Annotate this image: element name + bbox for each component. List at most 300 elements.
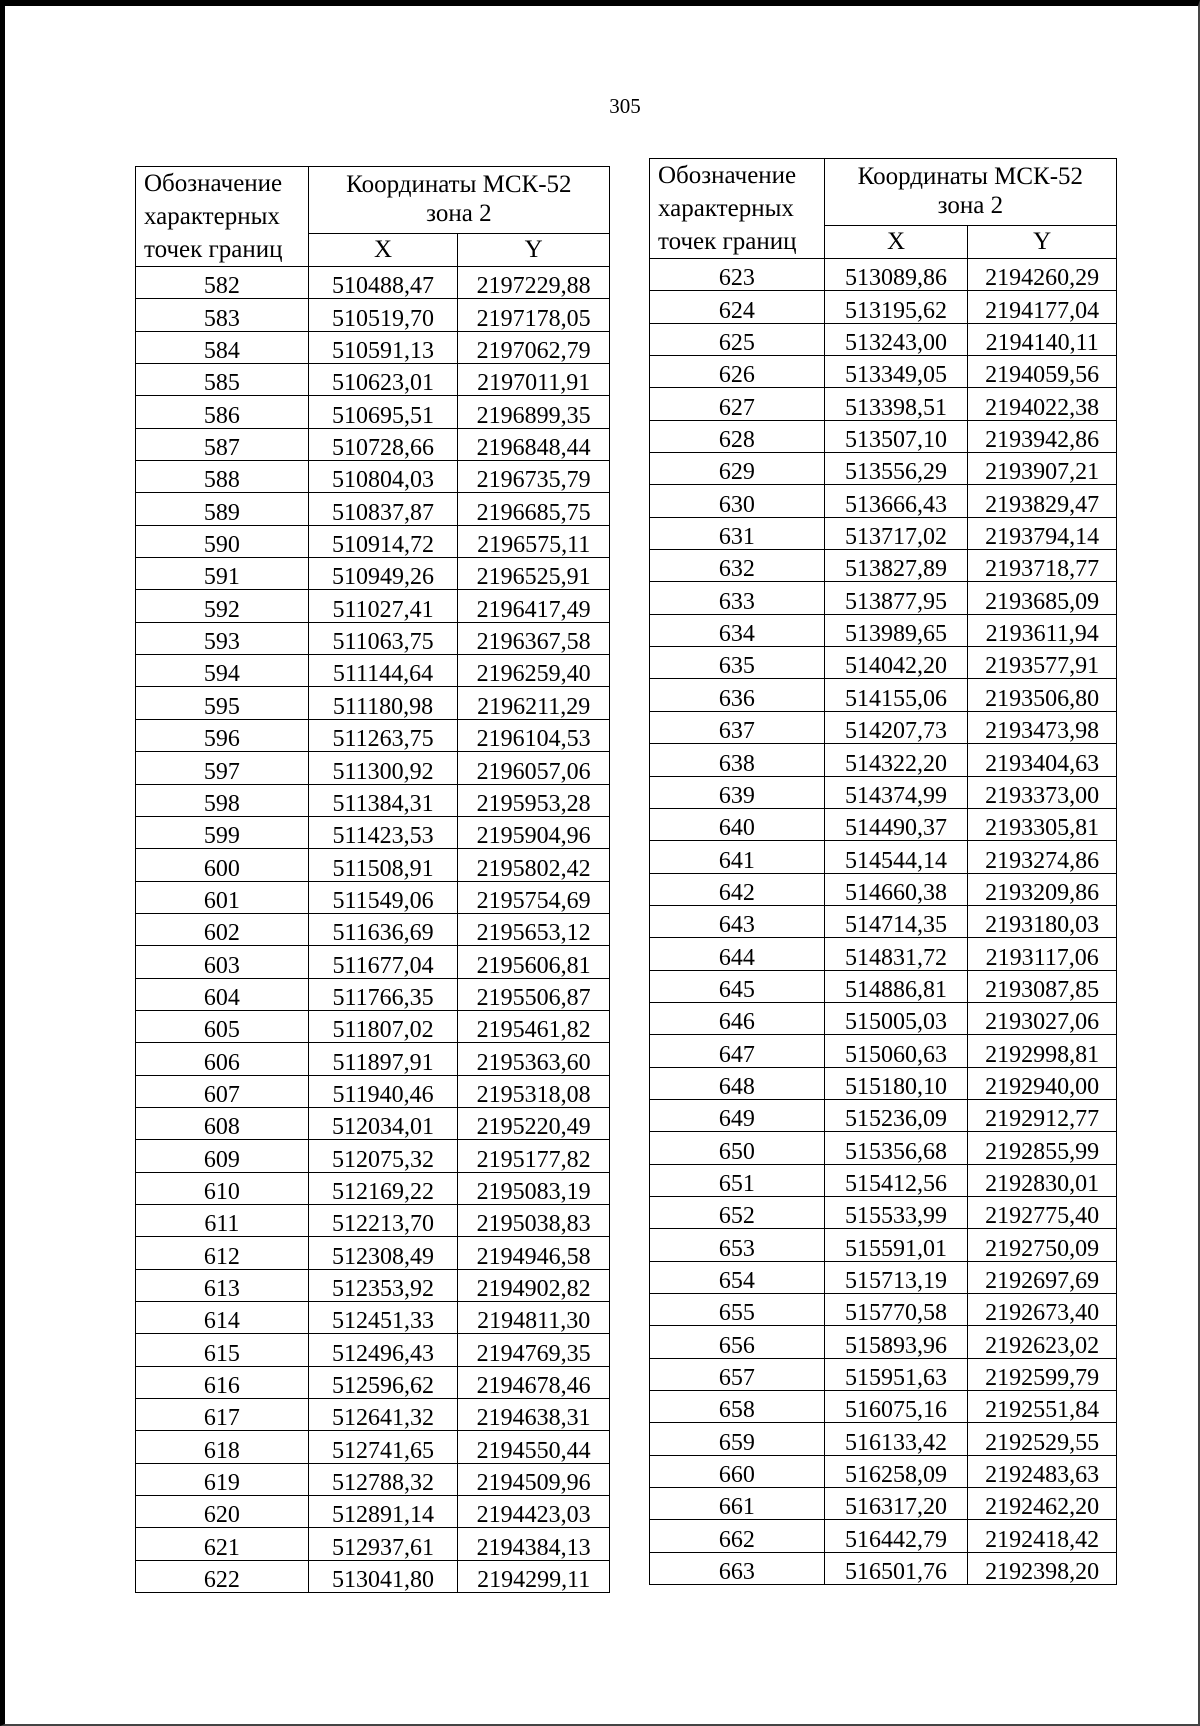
table-row	[136, 719, 610, 751]
x-coordinate-cell: 510804,03	[308, 461, 458, 493]
x-coordinate-cell: 513666,43	[824, 485, 968, 517]
point-id-cell: 655	[650, 1294, 825, 1326]
table-row	[650, 1002, 1117, 1034]
page-number: 305	[609, 94, 641, 118]
x-coordinate-cell: 512169,22	[308, 1172, 458, 1204]
table-row	[136, 331, 610, 363]
y-coordinate-cell: 2192673,40	[968, 1294, 1117, 1326]
table-row	[650, 1099, 1117, 1131]
x-coordinate-cell: 510623,01	[308, 364, 458, 396]
header-label-line: точек границ	[658, 228, 797, 255]
table-row	[136, 525, 610, 557]
y-coordinate-cell: 2195606,81	[458, 946, 610, 978]
x-coordinate-cell: 510837,87	[308, 493, 458, 525]
point-id-cell: 597	[136, 752, 309, 784]
x-coordinate-cell: 513349,05	[824, 356, 968, 388]
x-coordinate-cell: 511807,02	[308, 1010, 458, 1042]
y-coordinate-cell: 2195653,12	[458, 913, 610, 945]
table-row	[650, 1164, 1117, 1196]
y-coordinate-cell: 2193907,21	[968, 453, 1117, 485]
x-coordinate-cell: 514322,20	[824, 744, 968, 776]
table-row	[650, 614, 1117, 646]
table-row	[136, 1334, 610, 1366]
x-coordinate-cell: 511384,31	[308, 784, 458, 816]
table-row	[136, 1302, 610, 1334]
table-row	[136, 913, 610, 945]
point-id-cell: 658	[650, 1391, 825, 1423]
point-id-cell: 630	[650, 485, 825, 517]
x-coordinate-cell: 515005,03	[824, 1002, 968, 1034]
table-row	[650, 291, 1117, 323]
x-coordinate-cell: 511897,91	[308, 1043, 458, 1075]
point-id-cell: 661	[650, 1488, 825, 1520]
y-coordinate-cell: 2194902,82	[458, 1269, 610, 1301]
point-id-cell: 634	[650, 614, 825, 646]
table-row	[136, 1172, 610, 1204]
point-id-cell: 594	[136, 655, 309, 687]
point-id-cell: 608	[136, 1107, 309, 1139]
header-y: Y	[458, 233, 610, 266]
point-id-cell: 593	[136, 622, 309, 654]
table-row	[650, 938, 1117, 970]
y-coordinate-cell: 2196259,40	[458, 655, 610, 687]
point-id-cell: 589	[136, 493, 309, 525]
point-id-cell: 644	[650, 938, 825, 970]
y-coordinate-cell: 2193305,81	[968, 808, 1117, 840]
x-coordinate-cell: 516258,09	[824, 1455, 968, 1487]
y-coordinate-cell: 2192940,00	[968, 1067, 1117, 1099]
y-coordinate-cell: 2192462,20	[968, 1488, 1117, 1520]
x-coordinate-cell: 516133,42	[824, 1423, 968, 1455]
point-id-cell: 625	[650, 323, 825, 355]
x-coordinate-cell: 513089,86	[824, 259, 968, 291]
table-row	[650, 1326, 1117, 1358]
x-coordinate-cell: 513507,10	[824, 420, 968, 452]
table-row	[136, 1496, 610, 1528]
point-id-cell: 639	[650, 776, 825, 808]
y-coordinate-cell: 2192912,77	[968, 1099, 1117, 1131]
point-id-cell: 609	[136, 1140, 309, 1172]
y-coordinate-cell: 2193087,85	[968, 970, 1117, 1002]
y-coordinate-cell: 2194769,35	[458, 1334, 610, 1366]
point-id-cell: 605	[136, 1010, 309, 1042]
y-coordinate-cell: 2194260,29	[968, 259, 1117, 291]
point-id-cell: 595	[136, 687, 309, 719]
x-coordinate-cell: 513243,00	[824, 323, 968, 355]
y-coordinate-cell: 2192529,55	[968, 1423, 1117, 1455]
point-id-cell: 628	[650, 420, 825, 452]
x-coordinate-cell: 511263,75	[308, 719, 458, 751]
table-row	[650, 841, 1117, 873]
point-id-cell: 600	[136, 849, 309, 881]
x-coordinate-cell: 514490,37	[824, 808, 968, 840]
point-id-cell: 618	[136, 1431, 309, 1463]
y-coordinate-cell: 2196685,75	[458, 493, 610, 525]
x-coordinate-cell: 513989,65	[824, 614, 968, 646]
point-id-cell: 637	[650, 711, 825, 743]
y-coordinate-cell: 2195461,82	[458, 1010, 610, 1042]
table-row	[650, 1294, 1117, 1326]
table-row	[650, 323, 1117, 355]
point-id-cell: 635	[650, 647, 825, 679]
point-id-cell: 643	[650, 905, 825, 937]
point-id-cell: 585	[136, 364, 309, 396]
y-coordinate-cell: 2192599,79	[968, 1358, 1117, 1390]
point-id-cell: 614	[136, 1302, 309, 1334]
point-id-cell: 620	[136, 1496, 309, 1528]
point-id-cell: 649	[650, 1099, 825, 1131]
header-coordinates-title	[824, 159, 1116, 226]
table-row	[650, 1552, 1117, 1584]
table-row	[136, 1463, 610, 1495]
point-id-cell: 636	[650, 679, 825, 711]
y-coordinate-cell: 2194384,13	[458, 1528, 610, 1560]
table-row	[650, 550, 1117, 582]
y-coordinate-cell: 2196525,91	[458, 558, 610, 590]
y-coordinate-cell: 2195953,28	[458, 784, 610, 816]
y-coordinate-cell: 2193718,77	[968, 550, 1117, 582]
header-coords-line: Координаты МСК-52	[346, 171, 572, 198]
table-row	[650, 808, 1117, 840]
y-coordinate-cell: 2196367,58	[458, 622, 610, 654]
table-row	[136, 1010, 610, 1042]
point-id-cell: 606	[136, 1043, 309, 1075]
y-coordinate-cell: 2194638,31	[458, 1399, 610, 1431]
point-id-cell: 613	[136, 1269, 309, 1301]
x-coordinate-cell: 512353,92	[308, 1269, 458, 1301]
y-coordinate-cell: 2194140,11	[968, 323, 1117, 355]
point-id-cell: 586	[136, 396, 309, 428]
y-coordinate-cell: 2194299,11	[458, 1560, 610, 1592]
table-row	[650, 1358, 1117, 1390]
table-row	[136, 622, 610, 654]
x-coordinate-cell: 511144,64	[308, 655, 458, 687]
x-coordinate-cell: 510519,70	[308, 299, 458, 331]
table-row	[650, 744, 1117, 776]
point-id-cell: 647	[650, 1035, 825, 1067]
table-row	[136, 1075, 610, 1107]
table-row	[136, 1107, 610, 1139]
x-coordinate-cell: 512741,65	[308, 1431, 458, 1463]
y-coordinate-cell: 2192483,63	[968, 1455, 1117, 1487]
y-coordinate-cell: 2193506,80	[968, 679, 1117, 711]
header-coordinates-title	[308, 167, 609, 234]
header-point-label	[650, 159, 825, 259]
point-id-cell: 659	[650, 1423, 825, 1455]
x-coordinate-cell: 510488,47	[308, 267, 458, 299]
x-coordinate-cell: 515951,63	[824, 1358, 968, 1390]
point-id-cell: 641	[650, 841, 825, 873]
header-label-line: Обозначение	[658, 162, 797, 189]
table-row	[650, 1132, 1117, 1164]
x-coordinate-cell: 510591,13	[308, 331, 458, 363]
header-label-line: характерных	[658, 195, 794, 222]
table-row	[650, 388, 1117, 420]
x-coordinate-cell: 511549,06	[308, 881, 458, 913]
y-coordinate-cell: 2196057,06	[458, 752, 610, 784]
y-coordinate-cell: 2193794,14	[968, 517, 1117, 549]
table-row	[650, 970, 1117, 1002]
y-coordinate-cell: 2192855,99	[968, 1132, 1117, 1164]
table-row	[136, 299, 610, 331]
x-coordinate-cell: 513195,62	[824, 291, 968, 323]
y-coordinate-cell: 2195318,08	[458, 1075, 610, 1107]
x-coordinate-cell: 513877,95	[824, 582, 968, 614]
point-id-cell: 619	[136, 1463, 309, 1495]
x-coordinate-cell: 512075,32	[308, 1140, 458, 1172]
point-id-cell: 603	[136, 946, 309, 978]
x-coordinate-cell: 514155,06	[824, 679, 968, 711]
table-row	[650, 905, 1117, 937]
x-coordinate-cell: 510914,72	[308, 525, 458, 557]
table-row	[136, 1140, 610, 1172]
point-id-cell: 642	[650, 873, 825, 905]
header-coords-line: зона 2	[426, 200, 492, 227]
header-x: X	[308, 233, 458, 266]
table-row	[650, 356, 1117, 388]
table-row	[650, 485, 1117, 517]
y-coordinate-cell: 2193117,06	[968, 938, 1117, 970]
x-coordinate-cell: 512788,32	[308, 1463, 458, 1495]
y-coordinate-cell: 2193027,06	[968, 1002, 1117, 1034]
point-id-cell: 656	[650, 1326, 825, 1358]
header-label-line: Обозначение	[144, 170, 283, 197]
point-id-cell: 657	[650, 1358, 825, 1390]
y-coordinate-cell: 2193942,86	[968, 420, 1117, 452]
y-coordinate-cell: 2192398,20	[968, 1552, 1117, 1584]
y-coordinate-cell: 2194550,44	[458, 1431, 610, 1463]
x-coordinate-cell: 515770,58	[824, 1294, 968, 1326]
y-coordinate-cell: 2192418,42	[968, 1520, 1117, 1552]
y-coordinate-cell: 2193373,00	[968, 776, 1117, 808]
x-coordinate-cell: 511423,53	[308, 816, 458, 848]
point-id-cell: 629	[650, 453, 825, 485]
x-coordinate-cell: 513827,89	[824, 550, 968, 582]
x-coordinate-cell: 515356,68	[824, 1132, 968, 1164]
point-id-cell: 633	[650, 582, 825, 614]
x-coordinate-cell: 512641,32	[308, 1399, 458, 1431]
x-coordinate-cell: 512034,01	[308, 1107, 458, 1139]
y-coordinate-cell: 2192551,84	[968, 1391, 1117, 1423]
x-coordinate-cell: 512937,61	[308, 1528, 458, 1560]
x-coordinate-cell: 514207,73	[824, 711, 968, 743]
x-coordinate-cell: 514660,38	[824, 873, 968, 905]
y-coordinate-cell: 2197062,79	[458, 331, 610, 363]
table-row	[136, 1528, 610, 1560]
y-coordinate-cell: 2195802,42	[458, 849, 610, 881]
y-coordinate-cell: 2194811,30	[458, 1302, 610, 1334]
table-row	[650, 1488, 1117, 1520]
y-coordinate-cell: 2195038,83	[458, 1204, 610, 1236]
table-row	[650, 1455, 1117, 1487]
y-coordinate-cell: 2196104,53	[458, 719, 610, 751]
table-row	[650, 1229, 1117, 1261]
y-coordinate-cell: 2196417,49	[458, 590, 610, 622]
point-id-cell: 651	[650, 1164, 825, 1196]
x-coordinate-cell: 515412,56	[824, 1164, 968, 1196]
x-coordinate-cell: 514714,35	[824, 905, 968, 937]
point-id-cell: 645	[650, 970, 825, 1002]
table-row	[136, 1431, 610, 1463]
table-row	[136, 1043, 610, 1075]
y-coordinate-cell: 2194177,04	[968, 291, 1117, 323]
table-row	[136, 396, 610, 428]
point-id-cell: 616	[136, 1366, 309, 1398]
y-coordinate-cell: 2195363,60	[458, 1043, 610, 1075]
y-coordinate-cell: 2192750,09	[968, 1229, 1117, 1261]
x-coordinate-cell: 515060,63	[824, 1035, 968, 1067]
x-coordinate-cell: 512891,14	[308, 1496, 458, 1528]
y-coordinate-cell: 2195904,96	[458, 816, 610, 848]
point-id-cell: 653	[650, 1229, 825, 1261]
table-row	[136, 1237, 610, 1269]
x-coordinate-cell: 516442,79	[824, 1520, 968, 1552]
y-coordinate-cell: 2193577,91	[968, 647, 1117, 679]
y-coordinate-cell: 2195177,82	[458, 1140, 610, 1172]
x-coordinate-cell: 514374,99	[824, 776, 968, 808]
x-coordinate-cell: 512496,43	[308, 1334, 458, 1366]
table-row	[650, 420, 1117, 452]
table-row	[650, 1391, 1117, 1423]
header-y: Y	[968, 225, 1117, 258]
point-id-cell: 621	[136, 1528, 309, 1560]
x-coordinate-cell: 515893,96	[824, 1326, 968, 1358]
point-id-cell: 587	[136, 428, 309, 460]
table-row	[650, 1423, 1117, 1455]
y-coordinate-cell: 2195506,87	[458, 978, 610, 1010]
x-coordinate-cell: 510949,26	[308, 558, 458, 590]
x-coordinate-cell: 515236,09	[824, 1099, 968, 1131]
point-id-cell: 584	[136, 331, 309, 363]
x-coordinate-cell: 512308,49	[308, 1237, 458, 1269]
y-coordinate-cell: 2194423,03	[458, 1496, 610, 1528]
x-coordinate-cell: 513556,29	[824, 453, 968, 485]
x-coordinate-cell: 513717,02	[824, 517, 968, 549]
point-id-cell: 602	[136, 913, 309, 945]
x-coordinate-cell: 512596,62	[308, 1366, 458, 1398]
table-row	[650, 259, 1117, 291]
x-coordinate-cell: 511677,04	[308, 946, 458, 978]
y-coordinate-cell: 2195083,19	[458, 1172, 610, 1204]
point-id-cell: 601	[136, 881, 309, 913]
table-row	[136, 655, 610, 687]
table-row	[650, 1261, 1117, 1293]
y-coordinate-cell: 2193274,86	[968, 841, 1117, 873]
y-coordinate-cell: 2197178,05	[458, 299, 610, 331]
y-coordinate-cell: 2193685,09	[968, 582, 1117, 614]
y-coordinate-cell: 2194509,96	[458, 1463, 610, 1495]
y-coordinate-cell: 2194678,46	[458, 1366, 610, 1398]
y-coordinate-cell: 2193209,86	[968, 873, 1117, 905]
point-id-cell: 632	[650, 550, 825, 582]
table-row	[650, 711, 1117, 743]
table-row	[136, 784, 610, 816]
table-row	[650, 679, 1117, 711]
table-row	[136, 364, 610, 396]
header-point-label	[136, 167, 309, 267]
table-row	[650, 647, 1117, 679]
x-coordinate-cell: 511508,91	[308, 849, 458, 881]
x-coordinate-cell: 511027,41	[308, 590, 458, 622]
point-id-cell: 598	[136, 784, 309, 816]
point-id-cell: 662	[650, 1520, 825, 1552]
table-row	[136, 881, 610, 913]
table-row	[650, 453, 1117, 485]
table-row	[136, 428, 610, 460]
header-x: X	[824, 225, 968, 258]
x-coordinate-cell: 511063,75	[308, 622, 458, 654]
x-coordinate-cell: 515180,10	[824, 1067, 968, 1099]
point-id-cell: 604	[136, 978, 309, 1010]
y-coordinate-cell: 2192623,02	[968, 1326, 1117, 1358]
point-id-cell: 660	[650, 1455, 825, 1487]
y-coordinate-cell: 2197011,91	[458, 364, 610, 396]
x-coordinate-cell: 511180,98	[308, 687, 458, 719]
point-id-cell: 640	[650, 808, 825, 840]
table-row	[136, 946, 610, 978]
table-row	[650, 1196, 1117, 1228]
point-id-cell: 591	[136, 558, 309, 590]
x-coordinate-cell: 513041,80	[308, 1560, 458, 1592]
table-row	[136, 267, 610, 299]
point-id-cell: 611	[136, 1204, 309, 1236]
header-label-line: точек границ	[144, 236, 283, 263]
x-coordinate-cell: 516075,16	[824, 1391, 968, 1423]
point-id-cell: 592	[136, 590, 309, 622]
y-coordinate-cell: 2194946,58	[458, 1237, 610, 1269]
table-row	[136, 1560, 610, 1592]
x-coordinate-cell: 511636,69	[308, 913, 458, 945]
point-id-cell: 590	[136, 525, 309, 557]
point-id-cell: 612	[136, 1237, 309, 1269]
y-coordinate-cell: 2196899,35	[458, 396, 610, 428]
table-row	[650, 1067, 1117, 1099]
table-row	[650, 1035, 1117, 1067]
header-coords-line: Координаты МСК-52	[857, 163, 1084, 190]
point-id-cell: 631	[650, 517, 825, 549]
y-coordinate-cell: 2195754,69	[458, 881, 610, 913]
x-coordinate-cell: 514042,20	[824, 647, 968, 679]
header-coords-line: зона 2	[937, 192, 1004, 219]
y-coordinate-cell: 2192830,01	[968, 1164, 1117, 1196]
table-row	[136, 687, 610, 719]
x-coordinate-cell: 511300,92	[308, 752, 458, 784]
y-coordinate-cell: 2195220,49	[458, 1107, 610, 1139]
table-row	[650, 1520, 1117, 1552]
x-coordinate-cell: 515533,99	[824, 1196, 968, 1228]
table-row	[136, 1399, 610, 1431]
table-row	[136, 816, 610, 848]
x-coordinate-cell: 512451,33	[308, 1302, 458, 1334]
x-coordinate-cell: 510728,66	[308, 428, 458, 460]
x-coordinate-cell: 515713,19	[824, 1261, 968, 1293]
table-row	[136, 978, 610, 1010]
table-row	[650, 517, 1117, 549]
y-coordinate-cell: 2197229,88	[458, 267, 610, 299]
point-id-cell: 646	[650, 1002, 825, 1034]
y-coordinate-cell: 2193404,63	[968, 744, 1117, 776]
table-row	[136, 493, 610, 525]
point-id-cell: 582	[136, 267, 309, 299]
table-row	[650, 776, 1117, 808]
y-coordinate-cell: 2193473,98	[968, 711, 1117, 743]
table-row	[136, 590, 610, 622]
point-id-cell: 583	[136, 299, 309, 331]
point-id-cell: 610	[136, 1172, 309, 1204]
coordinates-table-left	[135, 166, 610, 1593]
x-coordinate-cell: 515591,01	[824, 1229, 968, 1261]
header-label-line: характерных	[144, 203, 280, 230]
